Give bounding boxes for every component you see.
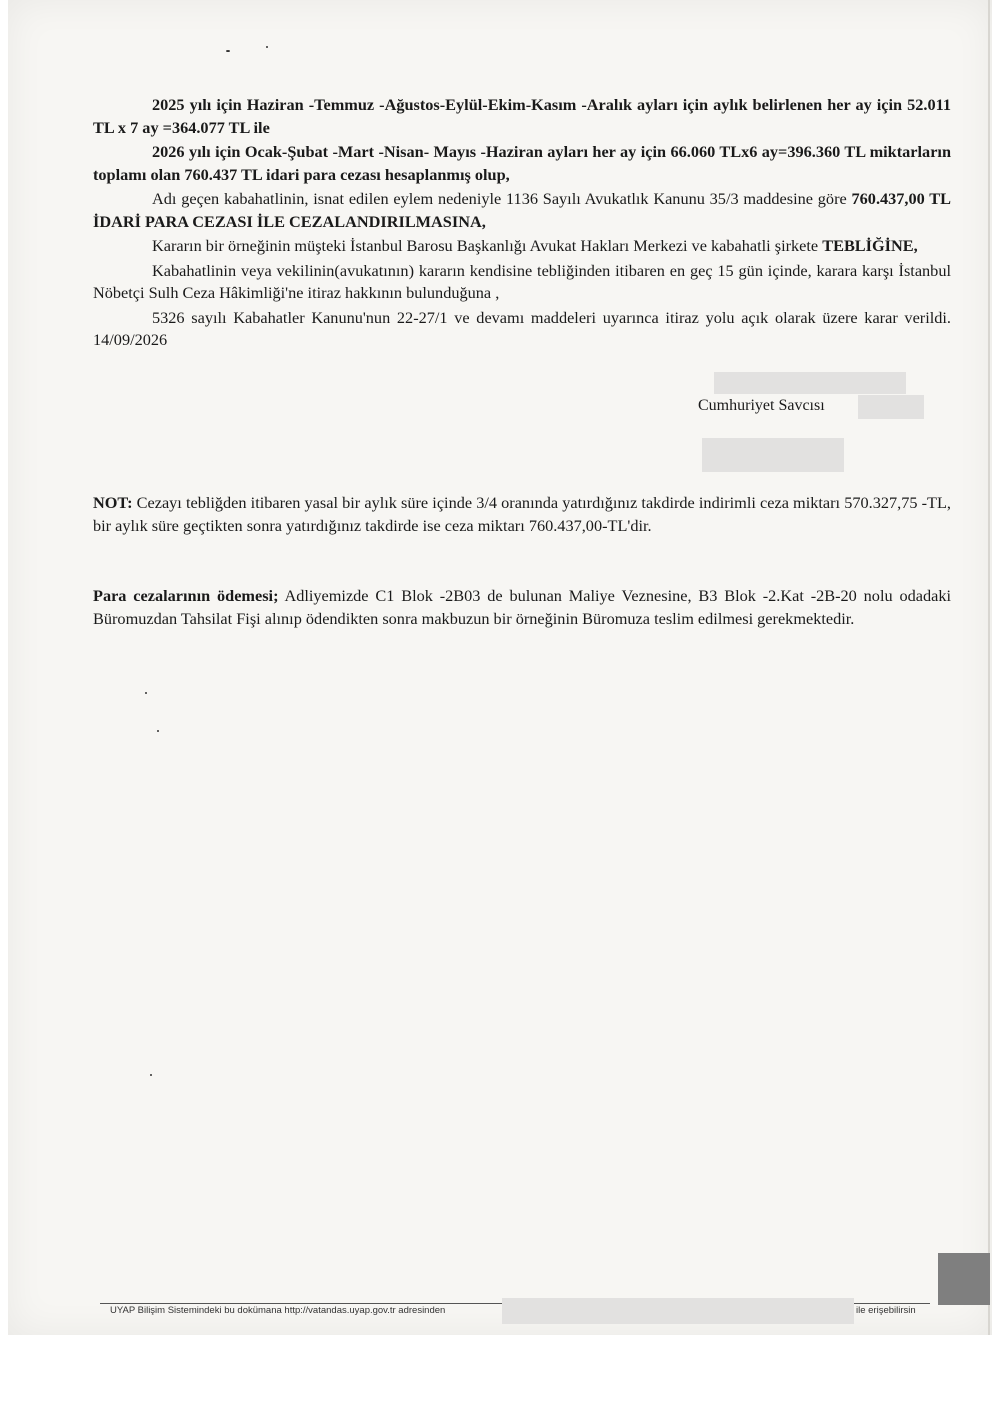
paragraph-penalty <box>93 188 951 233</box>
decision-body <box>93 94 951 352</box>
note-text: Cezayı tebliğden itibaren yasal bir aylık süre içinde 3/4 oranında yatırdığınız takdirde indirimli ceza miktarı 570.327,75 -TL, bir aylık süre geçtikten sonra yatırdığınız takdirde ise ceza miktarı 760.437,00-TL'dir. <box>93 493 951 535</box>
payment-label: Para cezalarının ödemesi; <box>93 586 279 605</box>
page-edge <box>988 0 990 1335</box>
paragraph-notification <box>93 235 951 258</box>
footer-left-text: UYAP Bilişim Sistemindeki bu dokümana http://vatandas.uyap.gov.tr adresinden <box>110 1305 446 1316</box>
redacted-access-code <box>502 1298 854 1324</box>
payment-block <box>93 585 951 630</box>
redacted-signature <box>702 438 844 472</box>
scan-speck <box>145 692 147 694</box>
scan-speck <box>226 50 230 52</box>
payment-paragraph <box>93 585 951 630</box>
penalty-amount: 760.437,00 TL İDARİ PARA CEZASI İLE CEZALANDIRILMASINA, <box>93 189 951 231</box>
note-block <box>93 492 951 537</box>
notification-text: Kararın bir örneğinin müşteki İstanbul Barosu Başkanlığı Avukat Hakları Merkezi ve kabahatli şirkete <box>152 236 823 255</box>
prosecutor-title: Cumhuriyet Savcısı <box>698 397 825 414</box>
paragraph-decision-date: 5326 sayılı Kabahatler Kanunu'nun 22-27/1 ve devamı maddeleri uyarınca itiraz yolu açık olarak üzere karar verildi. 14/09/2026 <box>93 307 951 349</box>
scan-speck <box>266 46 268 48</box>
corner-mark <box>938 1253 990 1305</box>
notification-bold: TEBLİĞİNE, <box>822 236 918 255</box>
paragraph-objection-right: Kabahatlinin veya vekilinin(avukatının) kararın kendisine tebliğinden itibaren en geç 15 gün içinde, karara karşı İstanbul Nöbetçi Sulh Ceza Hâkimliği'ne itiraz hakkının bulunduğuna , <box>93 260 951 302</box>
redacted-title-suffix <box>858 395 924 419</box>
note-label: NOT: <box>93 493 133 512</box>
penalty-text: Adı geçen kabahatlinin, isnat edilen eylem nedeniyle 1136 Sayılı Avukatlık Kanunu 35/3 maddesine göre <box>152 189 852 208</box>
paragraph-2026-calculation: 2026 yılı için Ocak-Şubat -Mart -Nisan- Mayıs -Haziran ayları her ay için 66.060 TLx6 ay=396.360 TL miktarların toplamı olan 760.437 TL idari para cezası hesaplanmış olup, <box>93 142 951 184</box>
scan-speck <box>157 730 159 732</box>
note-paragraph <box>93 492 951 537</box>
paragraph-2025-calculation: 2025 yılı için Haziran -Temmuz -Ağustos-Eylül-Ekim-Kasım -Aralık ayları için aylık belirlenen her ay için 52.011 TL x 7 ay =364.077 TL ile <box>93 95 951 137</box>
footer-right-text: ile erişebilirsin <box>856 1305 916 1316</box>
payment-text: Adliyemizde C1 Blok -2B03 de bulunan Maliye Veznesine, B3 Blok -2.Kat -2B-20 nolu odadaki Büromuzdan Tahsilat Fişi alınıp ödendikten sonra makbuzun bir örneğinin Büromuza teslim edilmesi gerekmektedir. <box>93 586 951 628</box>
scan-speck <box>150 1074 152 1076</box>
redacted-name <box>714 372 906 394</box>
